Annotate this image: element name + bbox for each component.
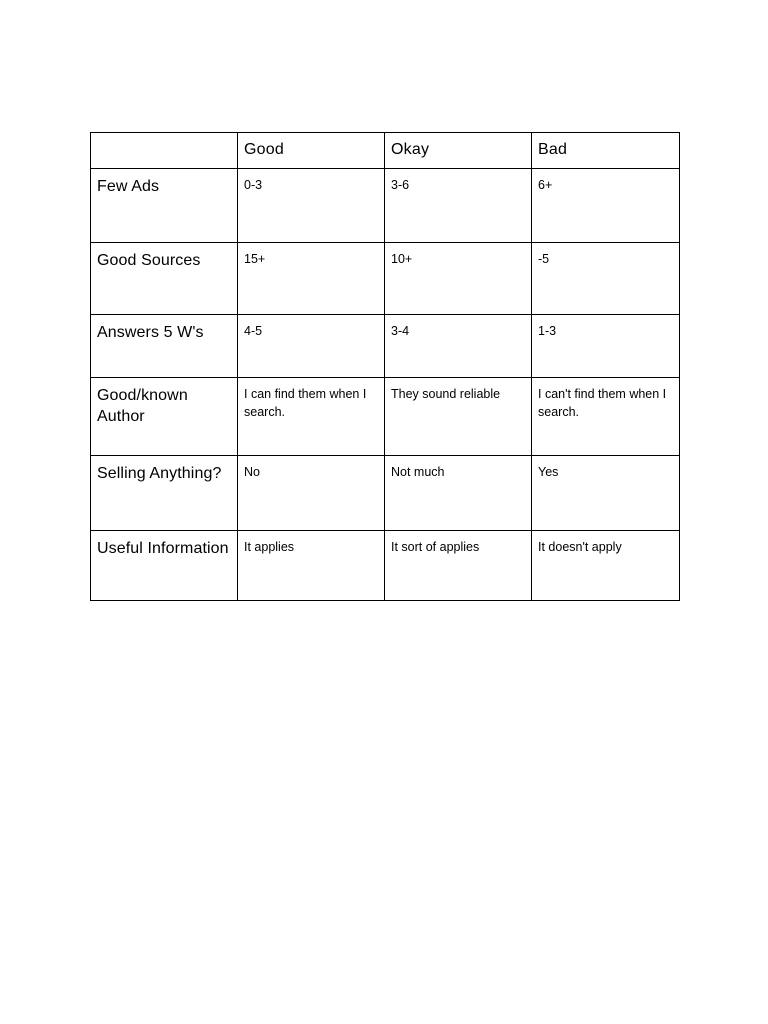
good-cell: No [238,456,385,531]
bad-cell: -5 [532,243,680,315]
rubric-table [90,132,680,601]
table-row [91,169,680,243]
criterion-cell: Answers 5 W's [91,315,238,378]
header-cell-okay: Okay [385,133,532,169]
criterion-cell: Good/known Author [91,378,238,456]
table-row [91,243,680,315]
okay-cell: 3-4 [385,315,532,378]
okay-cell: Not much [385,456,532,531]
criterion-cell: Useful Information [91,531,238,601]
good-cell: I can find them when I search. [238,378,385,456]
good-cell: It applies [238,531,385,601]
header-cell-good: Good [238,133,385,169]
good-cell: 4-5 [238,315,385,378]
bad-cell: It doesn't apply [532,531,680,601]
okay-cell: 3-6 [385,169,532,243]
okay-cell: 10+ [385,243,532,315]
bad-cell: 6+ [532,169,680,243]
header-cell-empty [91,133,238,169]
bad-cell: I can't find them when I search. [532,378,680,456]
table-row [91,531,680,601]
table-row [91,456,680,531]
okay-cell: It sort of applies [385,531,532,601]
criterion-cell: Good Sources [91,243,238,315]
criterion-cell: Few Ads [91,169,238,243]
table-row [91,378,680,456]
okay-cell: They sound reliable [385,378,532,456]
good-cell: 15+ [238,243,385,315]
bad-cell: Yes [532,456,680,531]
criterion-cell: Selling Anything? [91,456,238,531]
header-cell-bad: Bad [532,133,680,169]
table-header-row [91,133,680,169]
bad-cell: 1-3 [532,315,680,378]
good-cell: 0-3 [238,169,385,243]
table-row [91,315,680,378]
